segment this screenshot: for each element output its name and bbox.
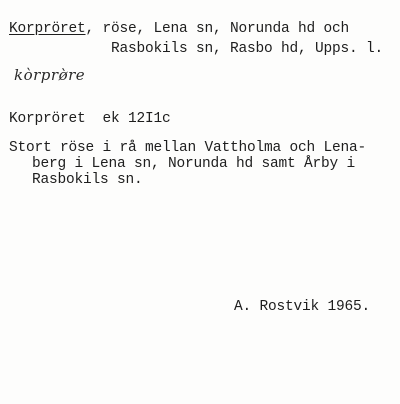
handwritten-pronunciation: kòrprø̀re xyxy=(14,66,86,84)
description-line-2: berg i Lena sn, Norunda hd samt Årby i xyxy=(32,156,356,172)
description-line-1: Stort röse i rå mellan Vattholma och Lena- xyxy=(9,140,367,156)
headword: Korpröret xyxy=(9,21,86,37)
map-reference-line xyxy=(9,111,171,127)
map-sheet-ref: ek 12I1c xyxy=(102,111,171,127)
header-line-1 xyxy=(9,21,349,37)
map-name: Korpröret xyxy=(9,111,86,127)
header-line-2: Rasbokils sn, Rasbo hd, Upps. l. xyxy=(111,41,384,57)
header-details: , röse, Lena sn, Norunda hd och xyxy=(85,21,350,37)
signature: A. Rostvik 1965. xyxy=(234,299,371,315)
description-line-3: Rasbokils sn. xyxy=(32,172,143,188)
